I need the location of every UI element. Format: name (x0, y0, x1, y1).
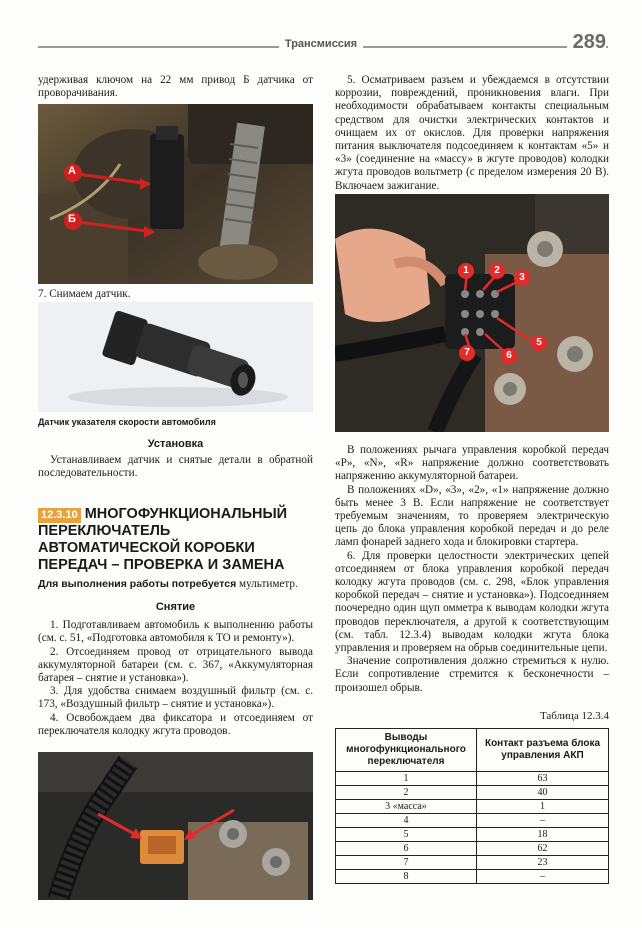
table-row: 5 18 (336, 828, 609, 842)
connector-label-7: 7 (459, 345, 475, 361)
connector-label-3: 3 (514, 270, 530, 286)
table-title: Таблица 12.3.4 (539, 710, 609, 722)
connector-label-1: 1 (458, 263, 474, 279)
requirement-line: Для выполнения работы потребуется мультиметр. (38, 578, 298, 590)
connector-label-5: 5 (531, 335, 547, 351)
step-2: 2. Отсоединяем провод от отрицательного вывода аккумуляторной батареи (см. с. 367, «Аккумуляторная батарея – снятие и установка»). (38, 645, 313, 685)
left-para-1: удерживая ключом на 22 мм привод Б датчика от проворачивания. (38, 74, 313, 100)
page-number: 289 (567, 31, 606, 54)
section-heading (38, 506, 313, 574)
section-number-badge: 12.3.10 (38, 508, 81, 523)
table-row: 6 62 (336, 842, 609, 856)
connector-photo (38, 752, 313, 900)
table-row: 2 40 (336, 786, 609, 800)
step-1: 1. Подготавливаем автомобиль к выполнению работы (см. с. 51, «Подготовка автомобиля к ТО и ремонту»). (38, 619, 313, 645)
table-row: 4 – (336, 814, 609, 828)
step-3: 3. Для удобства снимаем воздушный фильтр (см. с. 173, «Воздушный фильтр – снятие и установка»). (38, 685, 313, 711)
connector-label-2: 2 (489, 263, 505, 279)
voltmeter-check-photo (335, 194, 609, 432)
page-header (0, 0, 642, 60)
install-text: Устанавливаем датчик и снятые детали в обратной последовательности. (38, 454, 313, 480)
pinout-table (335, 728, 609, 884)
right-para-6: 6. Для проверки целостности электрических цепей отсоединяем от блока управления коробкой передач колодку жгута проводов (см. с. 298, «Блок управления коробкой передач – снятие и установка»). Подсоединяем поочередно один щуп омметра к выводам колодки жгута проводов переключателя, а другой к соответствующим (см. табл. 12.3.4) выводам колодки жгута блока управления и проверяем на обрыв соединительные цепи. (335, 549, 609, 655)
table-row: 8 – (336, 870, 609, 884)
table-header-ecu-pins: Контакт разъема блока управления АКП (477, 729, 609, 772)
removal-section (38, 601, 313, 738)
table-row: 3 «масса» 1 (336, 800, 609, 814)
section-title: МНОГОФУНКЦИОНАЛЬНЫЙ ПЕРЕКЛЮЧАТЕЛЬ АВТОМАТИЧЕСКОЙ КОРОБКИ ПЕРЕДАЧ – ПРОВЕРКА И ЗАМЕНА (38, 506, 288, 573)
photo-caption: Датчик указателя скорости автомобиля (38, 417, 216, 427)
left-para-2: 7. Снимаем датчик. (38, 288, 131, 300)
label-a: А (68, 165, 76, 177)
connector-label-6: 6 (501, 348, 517, 364)
install-heading: Установка (147, 438, 204, 450)
section-title-header: Трансмиссия (279, 38, 363, 50)
right-para-resistance: Значение сопротивления должно стремиться к нулю. Если сопротивление стремится к бесконечности – произошел обрыв. (335, 655, 609, 694)
step-4: 4. Освобождаем два фиксатора и отсоединяем от переключателя колодку жгута проводов. (38, 711, 313, 737)
removal-heading: Снятие (155, 601, 196, 613)
right-text-block (335, 444, 609, 695)
table-row: 7 23 (336, 856, 609, 870)
label-b: Б (68, 213, 76, 225)
right-para-d321: В положениях «D», «3», «2», «1» напряжение должно быть менее 3 В. Если напряжение не соответствует требуемым значениям, то проверяем электрическую цепь до блока управления коробкой передач и до реле ламп фонарей заднего хода и блокировки стартера. (335, 483, 609, 549)
install-section (38, 438, 313, 481)
right-para-pnr: В положениях рычага управления коробкой передач «P», «N», «R» напряжение должно соответствовать напряжению аккумуляторной батареи. (335, 444, 609, 483)
pinout-table-wrapper (335, 728, 609, 884)
right-para-5: 5. Осматриваем разъем и убеждаемся в отсутствии коррозии, повреждений, проникновения влаги. При необходимости обрабатываем контакты специальным средством для очистки электрических контактов и очищаем их от окислов. Для проверки напряжения питания выключателя подсоединяем к контактам «5» и «3» (соединение на «массу» в жгуте проводов) колодки жгута проводов вольтметр (с пределом измерения 20 В). Включаем зажигание. (335, 74, 609, 192)
sensor-removal-photo (38, 104, 313, 284)
speed-sensor-photo (38, 302, 313, 412)
table-row: 1 63 (336, 772, 609, 786)
table-header-switch-pins: Выводы многофункционального переключателя (336, 729, 477, 772)
